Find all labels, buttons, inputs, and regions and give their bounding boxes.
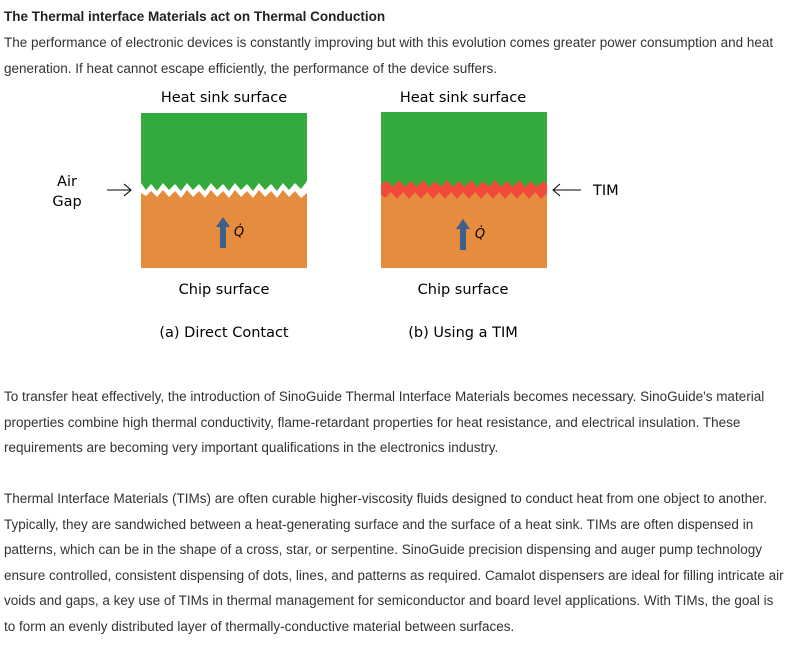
air-gap-arrow xyxy=(107,184,131,196)
thermal-interface-diagram xyxy=(0,80,788,350)
left-heat-sink-block xyxy=(141,113,307,191)
air-gap-label-line1: Air xyxy=(57,174,77,190)
right-heat-flow-label: Q̇ xyxy=(474,227,486,242)
right-heat-sink-block xyxy=(381,112,547,188)
air-gap-label-line2: Gap xyxy=(52,194,82,210)
paragraph-sinoguide-materials: To transfer heat effectively, the introduction of SinoGuide Thermal Interface Materials becomes necessary. SinoGuide's material properties combine high thermal conductivity, flame-retardant properties for heat resistance, and electrical insulation. These requirements are becoming very important qualifications in the electronics industry. xyxy=(4,389,765,456)
tim-label: TIM xyxy=(593,183,619,199)
left-caption: (a) Direct Contact xyxy=(159,325,289,341)
left-chip-label: Chip surface xyxy=(178,282,270,298)
intro-paragraph: The performance of electronic devices is constantly improving but with this evolution comes greater power consumption and heat generation. If heat cannot escape efficiently, the performance of the device suffers. xyxy=(4,35,774,76)
article-title: The Thermal interface Materials act on Thermal Conduction xyxy=(4,9,386,24)
left-heat-flow-label: Q̇ xyxy=(233,225,245,240)
right-chip-label: Chip surface xyxy=(417,282,509,298)
paragraph-tim-dispensing: Thermal Interface Materials (TIMs) are often curable higher-viscosity fluids designed to conduct heat from one object to another. Typically, they are sandwiched between a heat-generating surface and the surface of a heat sink. TIMs are often dispensed in patterns, which can be in the shape of a cross, star, or serpentine. SinoGuide precision dispensing and auger pump technology ensure controlled, consistent dispensing of dots, lines, and patterns as required. Camalot dispensers are ideal for filling intricate air voids and gaps, a key use of TIMs in thermal management for semiconductor and board level applications. With TIMs, the goal is to form an evenly distributed layer of thermally-conductive material between surfaces. xyxy=(4,491,784,634)
left-heat-sink-label: Heat sink surface xyxy=(160,90,288,106)
tim-arrow xyxy=(553,184,581,196)
right-caption: (b) Using a TIM xyxy=(408,325,518,341)
right-heat-sink-label: Heat sink surface xyxy=(399,90,527,106)
